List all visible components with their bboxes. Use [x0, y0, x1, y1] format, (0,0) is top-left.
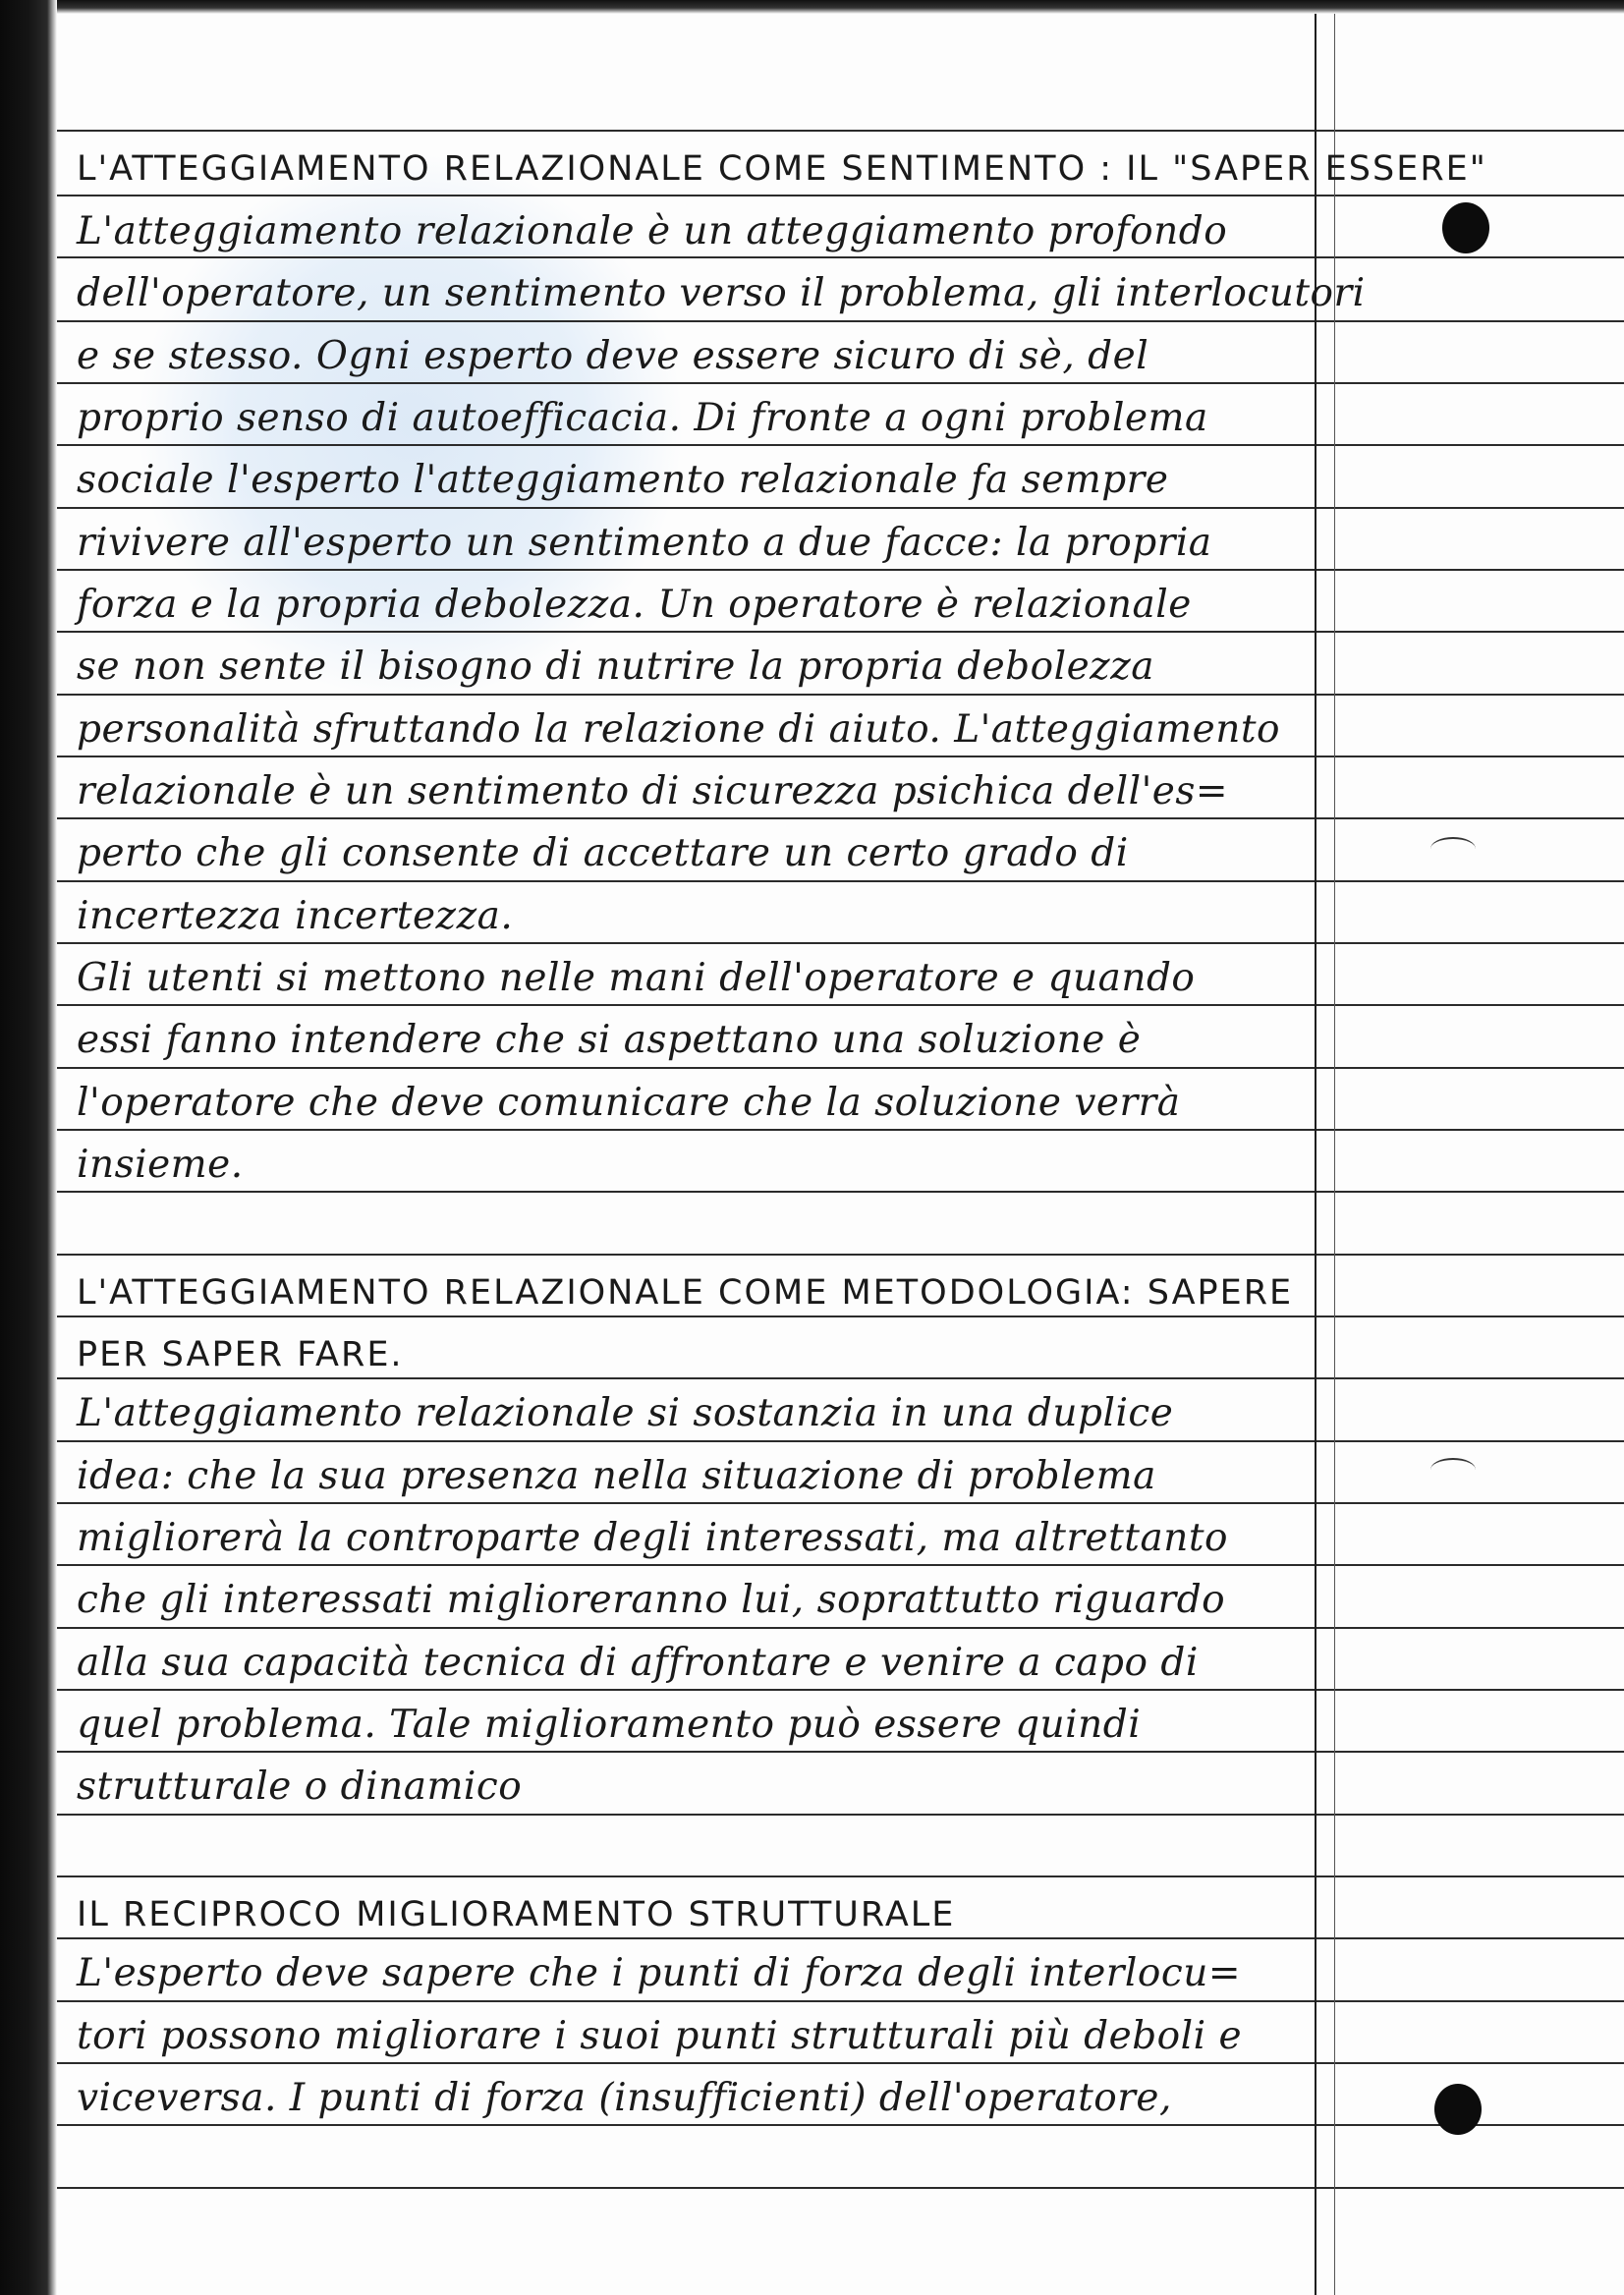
text-line: perto che gli consente di accettare un certo grado di — [77, 831, 1129, 875]
notebook-page — [57, 14, 1624, 2295]
text-line: personalità sfruttando la relazione di aiuto. L'atteggiamento — [77, 707, 1280, 752]
text-line: insieme. — [77, 1143, 244, 1187]
binder-hole-outline — [1430, 837, 1476, 861]
text-line: quel problema. Tale miglioramento può essere quindi — [77, 1703, 1142, 1747]
text-line — [77, 1196, 1344, 1259]
text-line: sociale l'esperto l'atteggiamento relazionale fa sempre — [77, 458, 1169, 502]
text-line: viceversa. I punti di forza (insufficienti) dell'operatore, — [77, 2076, 1172, 2120]
text-line: dell'operatore, un sentimento verso il problema, gli interlocutori — [77, 271, 1366, 315]
text-line: strutturale o dinamico — [77, 1764, 523, 1809]
binder-hole — [1434, 2084, 1482, 2135]
binder-hole — [1442, 202, 1489, 253]
text-line: tori possono migliorare i suoi punti strutturali più deboli e — [77, 2014, 1243, 2058]
section-heading: L'ATTEGGIAMENTO RELAZIONALE COME METODOLOGIA: SAPERE — [77, 1273, 1294, 1313]
text-line: relazionale è un sentimento di sicurezza psichica dell'es= — [77, 769, 1229, 813]
text-line: L'atteggiamento relazionale è un atteggiamento profondo — [77, 209, 1228, 253]
text-line: alla sua capacità tecnica di affrontare e venire a capo di — [77, 1641, 1199, 1685]
scan-left-edge — [0, 0, 57, 2295]
ruled-line — [57, 130, 1624, 132]
ruled-line — [57, 2187, 1624, 2189]
text-line: Gli utenti si mettono nelle mani dell'operatore e quando — [77, 956, 1196, 1000]
text-line: essi fanno intendere che si aspettano una soluzione è — [77, 1018, 1142, 1062]
text-line: rivivere all'esperto un sentimento a due facce: la propria — [77, 521, 1212, 565]
section-heading: IL RECIPROCO MIGLIORAMENTO STRUTTURALE — [77, 1895, 956, 1934]
text-line: se non sente il bisogno di nutrire la propria debolezza — [77, 644, 1155, 689]
text-line: e se stesso. Ogni esperto deve essere sicuro di sè, del — [77, 334, 1149, 378]
scan-top-edge — [0, 0, 1624, 14]
text-line: incertezza incertezza. — [77, 894, 514, 938]
text-line: forza e la propria debolezza. Un operatore è relazionale — [77, 583, 1192, 627]
section-heading: PER SAPER FARE. — [77, 1335, 404, 1374]
text-line: l'operatore che deve comunicare che la soluzione verrà — [77, 1081, 1181, 1125]
text-line: L'atteggiamento relazionale si sostanzia in una duplice — [77, 1391, 1174, 1435]
text-line: migliorerà la controparte degli interessati, ma altrettanto — [77, 1516, 1228, 1560]
text-line: L'esperto deve sapere che i punti di forza degli interlocu= — [77, 1951, 1242, 1995]
text-line: proprio senso di autoefficacia. Di fronte a ogni problema — [77, 396, 1208, 440]
binder-hole-outline — [1430, 1458, 1476, 1482]
section-heading: L'ATTEGGIAMENTO RELAZIONALE COME SENTIMENTO : IL "SAPER ESSERE" — [77, 149, 1487, 189]
text-line — [77, 1819, 1344, 1881]
text-line: idea: che la sua presenza nella situazione di problema — [77, 1454, 1156, 1498]
text-line: che gli interessati miglioreranno lui, soprattutto riguardo — [77, 1578, 1226, 1622]
